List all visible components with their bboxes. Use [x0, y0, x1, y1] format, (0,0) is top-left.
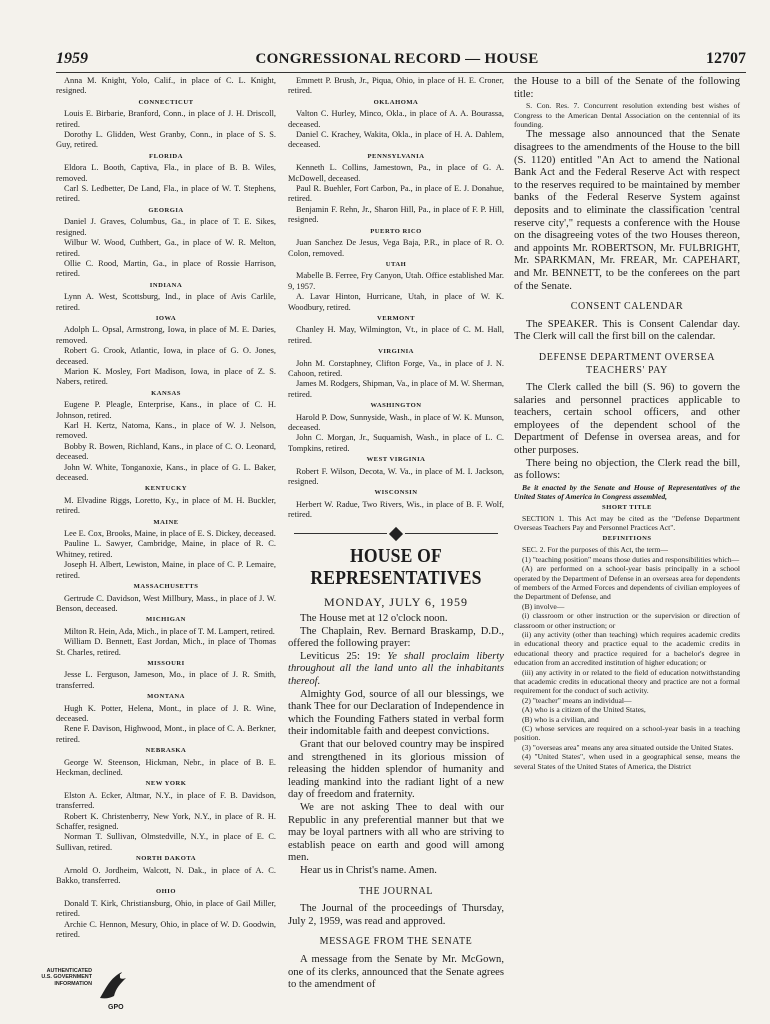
nomination-entry: Benjamin F. Rehn, Jr., Sharon Hill, Pa., in place of F. P. Hill, resigned. — [288, 204, 504, 225]
state-heading: MONTANA — [147, 693, 185, 701]
senate-message-heading: MESSAGE FROM THE SENATE — [319, 936, 473, 948]
senate-message-text: A message from the Senate by Mr. McGown, one of its clerks, announced that the Senate agrees to the amendment of — [288, 953, 504, 991]
nomination-entry: Ollie C. Rood, Martin, Ga., in place of Rossie Harrison, retired. — [56, 258, 276, 279]
state-heading: MAINE — [153, 518, 179, 526]
nomination-entry: Daniel J. Graves, Columbus, Ga., in place of T. E. Sikes, resigned. — [56, 217, 276, 237]
nomination-entry: William D. Bennett, East Jordan, Mich., in place of Thomas St. Charles, retired. — [56, 637, 276, 657]
nomination-entry: M. Elvadine Riggs, Loretto, Ky., in place of M. H. Buckler, retired. — [56, 495, 276, 516]
gpo-logo: GPO — [108, 1004, 124, 1011]
nomination-entry: Norman T. Sullivan, Olmstedville, N.Y., in place of E. C. Sullivan, retired. — [56, 832, 276, 852]
nomination-entry: Chanley H. May, Wilmington, Vt., in place of C. M. Hall, retired. — [288, 325, 504, 345]
nomination-entry: Elston A. Ecker, Altmar, N.Y., in place of F. B. Davidson, transferred. — [56, 790, 276, 811]
nomination-entry: Adolph L. Opsal, Armstrong, Iowa, in place of M. E. Daries, removed. — [56, 325, 276, 345]
nomination-entry: Eugene P. Pleagle, Enterprise, Kans., in place of C. H. Johnson, retired. — [56, 400, 276, 420]
nomination-entry: Marion K. Mosley, Fort Madison, Iowa, in place of Z. S. Nabers, retired. — [56, 366, 276, 387]
nomination-entry: Milton R. Hein, Ada, Mich., in place of T. M. Lampert, retired. — [64, 626, 275, 636]
definition-item: (i) classroom or other instruction or the supervision or direction of classroom or other instruction; or — [514, 611, 740, 630]
state-heading: NEW YORK — [145, 780, 187, 788]
header-title: CONGRESSIONAL RECORD — HOUSE — [255, 51, 539, 67]
nomination-entry: Anna M. Knight, Yolo, Calif., in place of C. L. Knight, resigned. — [56, 76, 276, 96]
nomination-entry: Paul R. Buehler, Fort Carbon, Pa., in place of E. J. Donahue, retired. — [288, 184, 504, 204]
nomination-entry: Eldora L. Booth, Captiva, Fla., in place of B. B. Wiles, removed. — [56, 163, 276, 183]
continued-text: the House to a bill of the Senate of the following title: — [514, 76, 740, 100]
state-heading: UTAH — [385, 260, 407, 268]
nomination-entry: Harold P. Dow, Sunnyside, Wash., in place of W. K. Munson, deceased. — [288, 412, 504, 432]
definition-item: (C) whose services are required on a school-year basis in a teaching position. — [514, 724, 740, 743]
header-year: 1959 — [56, 50, 88, 67]
resolution-text: S. Con. Res. 7. Concurrent resolution extending best wishes of Congress to the American Dental Association on the centennial of its founding. — [514, 101, 740, 129]
definition-item: (1) "teaching position" means those duties and responsibilities which— — [522, 554, 740, 564]
definition-item: (3) "overseas area" means any area situated outside the United States. — [522, 742, 734, 752]
definition-item: (4) "United States", when used in a geographical sense, means the several States of the United States of America, the District — [514, 752, 740, 771]
state-heading: PENNSYLVANIA — [367, 152, 425, 160]
state-heading: WASHINGTON — [370, 402, 422, 410]
nomination-entry: Herbert W. Radue, Two Rivers, Wis., in place of B. F. Wolf, retired. — [288, 499, 504, 520]
scripture-ref: Leviticus 25: 19: — [300, 650, 381, 662]
house-met: The House met at 12 o'clock noon. — [300, 613, 448, 625]
ddo-heading-line1: DEFENSE DEPARTMENT OVERSEA — [538, 351, 716, 363]
scripture — [288, 651, 504, 689]
nomination-entry: Hugh K. Potter, Helena, Mont., in place of J. R. Wine, deceased. — [56, 703, 276, 723]
column-2 — [288, 76, 504, 992]
state-heading: WEST VIRGINIA — [366, 456, 426, 464]
ddo-heading-line2: TEACHERS' PAY — [586, 364, 668, 376]
nomination-entry: George W. Steenson, Hickman, Nebr., in place of B. E. Heckman, declined. — [56, 757, 276, 777]
state-heading: MICHIGAN — [146, 616, 186, 624]
page-header — [56, 50, 746, 73]
senate-disagree-text: The message also announced that the Senate disagrees to the amendments of the House to the bill (S. 1120) entitled "An Act to amend the National Bank Act and the Federal Reserve Act with respect to the reserves required to be maintained by member banks of the Federal Reserve System against deposits and to eliminate the classification 'central reserve city'," requests a conference with the House on the disagreeing votes of the two Houses thereon, and appoints Mr. ROBERTSON, Mr. FULBRIGHT, Mr. SPARKMAN, Mr. FREAR, Mr. CAPEHART, and Mr. BENNETT, to be the conferees on the part of the Senate. — [514, 129, 740, 292]
ddo-no-objection: There being no objection, the Clerk read the bill, as follows: — [514, 457, 740, 482]
ddo-bill-text: The Clerk called the bill (S. 96) to govern the salaries and personnel practices applicable to teachers, certain school officers, and other employees of the dependent school of the Department of Defense in oversea areas, and for other purposes. — [514, 382, 740, 457]
chaplain-intro: The Chaplain, Rev. Bernard Braskamp, D.D., offered the following prayer: — [288, 625, 504, 650]
definition-item: (2) "teacher" means an individual— — [522, 695, 632, 705]
definition-item: (ii) any activity (other than teaching) which requires academic credits in educational theory and practice equal to the academic credits in educational theory and practice required for a bachelor's degree in education from an accredited institution of higher education; or — [514, 629, 740, 668]
session-date: MONDAY, JULY 6, 1959 — [323, 594, 469, 609]
diamond-ornament-icon — [389, 527, 403, 541]
nomination-entry: Juan Sanchez De Jesus, Vega Baja, P.R., in place of R. O. Colon, removed. — [288, 238, 504, 258]
prayer-paragraph: Grant that our beloved country may be inspired and strengthened in its glorious mission of releasing the hidden splendor of humanity and leading mankind into the radiant light of a new day of freedom and fraternity. — [288, 739, 504, 801]
nomination-entry: A. Lavar Hinton, Hurricane, Utah, in place of W. K. Woodbury, retired. — [288, 292, 504, 312]
state-heading: KENTUCKY — [144, 485, 188, 493]
state-heading: NEBRASKA — [145, 747, 187, 755]
nomination-entry: Jesse L. Ferguson, Jameson, Mo., in place of J. R. Smith, transferred. — [56, 670, 276, 690]
state-heading: NORTH DAKOTA — [135, 855, 197, 863]
nomination-entry: Lynn A. West, Scottsburg, Ind., in place of Avis Carlile, retired. — [56, 292, 276, 312]
nomination-entry: Wilbur W. Wood, Cuthbert, Ga., in place of W. R. Melton, retired. — [56, 238, 276, 258]
state-heading: KANSAS — [151, 389, 181, 397]
short-title-heading: SHORT TITLE — [602, 503, 652, 511]
nomination-entry: James M. Rodgers, Shipman, Va., in place of M. W. Sherman, retired. — [288, 379, 504, 399]
column-3 — [514, 76, 740, 771]
nomination-entry: Robert G. Crook, Atlantic, Iowa, in place of G. O. Jones, deceased. — [56, 346, 276, 366]
state-heading: WISCONSIN — [374, 489, 418, 497]
nomination-entry: Archie C. Hennon, Mesury, Ohio, in place of W. D. Goodwin, retired. — [56, 919, 276, 940]
journal-heading: THE JOURNAL — [358, 885, 434, 897]
short-title-text: SECTION 1. This Act may be cited as the "Defense Department Overseas Teachers Pay and Personnel Practices Act". — [514, 514, 740, 533]
scripture-quote: Ye shall proclaim liberty throughout all the land unto all the inhabitants thereof. — [288, 650, 505, 688]
state-heading: FLORIDA — [149, 152, 183, 160]
definitions-list — [514, 545, 740, 771]
enacting-clause: Be it enacted by the Senate and House of Representatives of the United States of America in Congress assembled, — [514, 482, 740, 502]
state-heading: PUERTO RICO — [370, 227, 422, 235]
gpo-text: AUTHENTICATED U.S. GOVERNMENT INFORMATION — [41, 968, 92, 987]
eagle-icon — [96, 968, 130, 1004]
state-heading: IOWA — [155, 314, 177, 322]
nomination-entry: Rene F. Davison, Highwood, Mont., in place of C. A. Berkner, retired. — [56, 724, 276, 744]
state-heading: VIRGINIA — [378, 348, 414, 356]
nomination-entry: Dorothy L. Glidden, West Granby, Conn., in place of S. S. Guy, retired. — [56, 130, 276, 150]
definition-item: (iii) any activity in or related to the field of education notwithstanding that academic credits in educational theory and practice are not a formal requirement for the conduct of such activity. — [514, 667, 740, 696]
definition-item: (A) are performed on a school-year basis principally in a school operated by the Department of Defense in an overseas area for dependents of members of the Armed Forces and dependents of civilian employees of the Department of Defense, and — [514, 564, 740, 602]
prayer-paragraph: We are not asking Thee to deal with our Republic in any preferential manner but that we may be loyal partners with all who are striving to establish peace on earth and good will among men. — [288, 801, 504, 864]
nomination-entry: Karl H. Kertz, Natoma, Kans., in place of W. J. Nelson, removed. — [56, 421, 276, 441]
header-page-number: 12707 — [705, 50, 746, 67]
consent-calendar-text: The SPEAKER. This is Consent Calendar day. The Clerk will call the first bill on the calendar. — [514, 318, 740, 343]
prayer-paragraph: Almighty God, source of all our blessings, we thank Thee for our Declaration of Independence in which the Founding Fathers stated in verbal form their indomitable faith and deepest convictions. — [288, 688, 504, 738]
nomination-entry: Joseph H. Albert, Lewiston, Maine, in place of C. P. Lemaire, retired. — [56, 560, 276, 580]
nomination-entry: John M. Corstaphney, Clifton Forge, Va., in place of J. N. Cahoon, retired. — [288, 358, 504, 378]
state-heading: VERMONT — [377, 314, 415, 322]
state-heading: MISSOURI — [147, 659, 185, 667]
gpo-authentication-seal — [26, 968, 136, 1018]
journal-text: The Journal of the proceedings of Thursday, July 2, 1959, was read and approved. — [288, 903, 504, 927]
state-heading: INDIANA — [149, 281, 183, 289]
definition-item: (B) who is a civilian, and — [522, 714, 599, 724]
nomination-entry: Lee E. Cox, Brooks, Maine, in place of E. S. Dickey, deceased. — [64, 529, 276, 539]
state-heading: OHIO — [156, 888, 176, 896]
nomination-entry: Emmett P. Brush, Jr., Piqua, Ohio, in place of H. E. Croner, retired. — [288, 76, 504, 96]
nomination-entry: Louis E. Birbarie, Branford, Conn., in place of J. H. Driscoll, retired. — [56, 109, 276, 129]
nomination-entry: Robert F. Wilson, Decota, W. Va., in place of M. I. Jackson, resigned. — [288, 466, 504, 487]
nomination-entry: Bobby R. Bowen, Richland, Kans., in place of C. O. Leonard, deceased. — [56, 441, 276, 462]
prayer-closing: Hear us in Christ's name. Amen. — [300, 864, 437, 876]
nomination-entry: Mabelle B. Ferree, Fry Canyon, Utah. Office established Mar. 9, 1957. — [288, 271, 504, 291]
state-heading: OKLAHOMA — [373, 98, 419, 106]
nomination-entry: John W. White, Tonganoxie, Kans., in place of G. L. Baker, deceased. — [56, 462, 276, 483]
nomination-entry: Pauline L. Sawyer, Cambridge, Maine, in place of R. C. Whitney, retired. — [56, 539, 276, 559]
nomination-entry: Daniel C. Krachey, Wakita, Okla., in place of H. A. Dahlem, deceased. — [288, 130, 504, 150]
definition-item: (B) involve— — [522, 601, 565, 611]
state-heading: GEORGIA — [148, 206, 184, 214]
nomination-entry: Robert K. Christenberry, New York, N.Y., in place of R. H. Schaffer, resigned. — [56, 811, 276, 832]
state-heading: MASSACHUSETTS — [133, 583, 199, 591]
definitions-heading: DEFINITIONS — [602, 534, 652, 542]
state-heading: CONNECTICUT — [138, 98, 194, 106]
nomination-entry: Carl S. Ledbetter, De Land, Fla., in place of W. T. Stephens, retired. — [56, 184, 276, 204]
nomination-entry: Donald T. Kirk, Christiansburg, Ohio, in place of Gail Miller, retired. — [56, 898, 276, 919]
house-heading: HOUSE OF REPRESENTATIVES — [310, 544, 482, 589]
nomination-entry: Gertrude C. Davidson, West Millbury, Mass., in place of J. W. Benson, deceased. — [56, 593, 276, 613]
nomination-entry: Kenneth L. Collins, Jamestown, Pa., in place of G. A. McDowell, deceased. — [288, 163, 504, 183]
prayer-section — [288, 613, 504, 992]
nomination-entry: John C. Morgan, Jr., Suquamish, Wash., in place of L. C. Tompkins, retired. — [288, 433, 504, 453]
nominations-continued — [288, 76, 504, 521]
definition-item: SEC. 2. For the purposes of this Act, the term— — [522, 545, 668, 555]
column-1-nominations — [56, 76, 276, 941]
section-ornament — [294, 529, 498, 539]
nomination-entry: Valton C. Hurley, Minco, Okla., in place of A. A. Bourassa, deceased. — [288, 109, 504, 129]
nomination-entry: Arnold O. Jordheim, Walcott, N. Dak., in place of A. C. Bakko, transferred. — [56, 865, 276, 886]
consent-calendar-heading: CONSENT CALENDAR — [570, 301, 684, 313]
definition-item: (A) who is a citizen of the United States, — [522, 705, 646, 715]
